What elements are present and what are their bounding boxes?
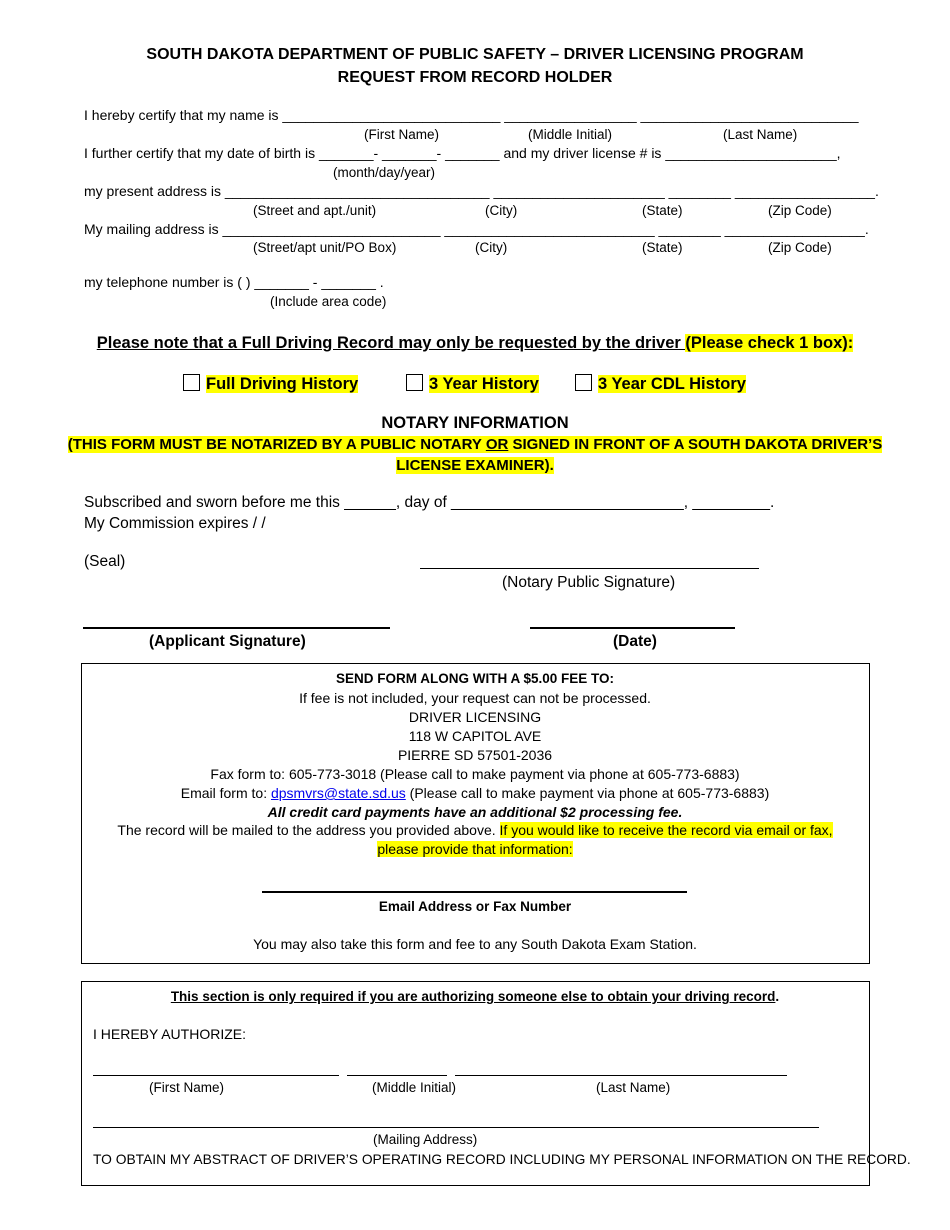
mailing-address-line[interactable]: My mailing address is ____________________________ ___________________________ ________ __________________. <box>84 221 869 237</box>
present-address-line[interactable]: my present address is __________________________________ ______________________ ________ __________________. <box>84 183 879 199</box>
option-full-driving-history-label: Full Driving History <box>206 375 359 393</box>
address-line-1: DRIVER LICENSING <box>408 709 542 725</box>
checkbox-3-year-cdl-history[interactable] <box>575 374 592 391</box>
auth-middle-initial-line[interactable] <box>347 1075 447 1076</box>
applicant-signature-line[interactable] <box>83 627 390 629</box>
phone-line[interactable]: my telephone number is ( ) _______ - _______ . <box>84 274 384 290</box>
first-name-label: (First Name) <box>364 127 439 142</box>
auth-first-name-label: (First Name) <box>149 1080 224 1095</box>
auth-middle-initial-label: (Middle Initial) <box>372 1080 457 1095</box>
option-3-year-cdl-history[interactable] <box>575 374 746 394</box>
auth-mailing-address-label: (Mailing Address) <box>373 1132 478 1147</box>
sworn-line[interactable]: Subscribed and sworn before me this ______, day of ___________________________, _________. <box>84 494 775 511</box>
form-title: SOUTH DAKOTA DEPARTMENT OF PUBLIC SAFETY – DRIVER LICENSING PROGRAM <box>146 46 804 63</box>
address-line-2: 118 W CAPITOL AVE <box>408 728 542 744</box>
notary-title: NOTARY INFORMATION <box>381 414 569 432</box>
notary-signature-line[interactable] <box>420 568 759 569</box>
dob-license-line[interactable]: I further certify that my date of birth is _______- _______- _______ and my driver license # is ______________________, <box>84 145 841 161</box>
mailing-zip-label: (Zip Code) <box>768 240 832 255</box>
commission-line[interactable]: My Commission expires / / <box>84 515 266 532</box>
exam-station-note: You may also take this form and fee to any South Dakota Exam Station. <box>253 936 697 952</box>
authorize-label: I HEREBY AUTHORIZE: <box>93 1026 246 1042</box>
send-title: SEND FORM ALONG WITH A $5.00 FEE TO: <box>335 671 615 686</box>
applicant-signature-label: (Applicant Signature) <box>149 633 306 650</box>
option-full-driving-history[interactable] <box>183 374 358 394</box>
fee-note: If fee is not included, your request can not be processed. <box>299 690 651 706</box>
present-street-label: (Street and apt./unit) <box>253 203 377 218</box>
notice-highlight: (Please check 1 box): <box>685 334 854 352</box>
notary-warning-line2: LICENSE EXAMINER). <box>396 457 554 474</box>
notice-text: Please note that a Full Driving Record may only be requested by the driver <box>96 334 686 352</box>
mailing-street-label: (Street/apt unit/PO Box) <box>253 240 397 255</box>
date-line[interactable] <box>530 627 735 629</box>
mailing-state-label: (State) <box>642 240 683 255</box>
full-record-notice <box>0 334 950 353</box>
email-link[interactable]: dpsmvrs@state.sd.us <box>270 785 406 801</box>
option-3-year-history[interactable] <box>406 374 539 394</box>
seal-label: (Seal) <box>84 553 126 570</box>
authorization-title: This section is only required if you are authorizing someone else to obtain your driving record. <box>170 989 780 1004</box>
checkbox-full-driving-history[interactable] <box>183 374 200 391</box>
middle-initial-label: (Middle Initial) <box>528 127 613 142</box>
auth-first-name-line[interactable] <box>93 1075 339 1076</box>
email-info: Email form to: dpsmvrs@state.sd.us (Please call to make payment via phone at 605-773-6883) <box>180 785 770 801</box>
present-city-label: (City) <box>485 203 518 218</box>
option-3-year-cdl-history-label: 3 Year CDL History <box>598 375 746 393</box>
present-zip-label: (Zip Code) <box>768 203 832 218</box>
checkbox-3-year-history[interactable] <box>406 374 423 391</box>
mail-note: The record will be mailed to the address you provided above. If you would like to receive the record via email or fax, <box>117 822 833 838</box>
option-3-year-history-label: 3 Year History <box>429 375 539 393</box>
date-label: (Date) <box>613 633 657 650</box>
auth-mailing-address-line[interactable] <box>93 1127 819 1128</box>
authorization-statement: TO OBTAIN MY ABSTRACT OF DRIVER’S OPERATING RECORD INCLUDING MY PERSONAL INFORMATION ON THE RECORD. <box>93 1152 911 1167</box>
mail-note-line2: please provide that information: <box>377 841 573 857</box>
form-subtitle: REQUEST FROM RECORD HOLDER <box>337 69 613 86</box>
email-fax-label: Email Address or Fax Number <box>378 899 572 914</box>
mailing-city-label: (City) <box>475 240 508 255</box>
last-name-label: (Last Name) <box>723 127 798 142</box>
phone-hint-label: (Include area code) <box>270 294 387 309</box>
notary-signature-label: (Notary Public Signature) <box>502 574 676 591</box>
name-line[interactable]: I hereby certify that my name is ____________________________ _________________ ____________________________ <box>84 107 859 123</box>
notary-warning: (THIS FORM MUST BE NOTARIZED BY A PUBLIC NOTARY OR SIGNED IN FRONT OF A SOUTH DAKOTA DRIVER’S <box>67 436 883 453</box>
dob-format-label: (month/day/year) <box>333 165 436 180</box>
email-fax-input-line[interactable] <box>262 891 687 893</box>
fax-info: Fax form to: 605-773-3018 (Please call to make payment via phone at 605-773-6883) <box>210 766 740 782</box>
credit-card-fee-note: All credit card payments have an additional $2 processing fee. <box>267 804 683 820</box>
auth-last-name-line[interactable] <box>455 1075 787 1076</box>
address-line-3: PIERRE SD 57501-2036 <box>397 747 553 763</box>
auth-last-name-label: (Last Name) <box>596 1080 671 1095</box>
present-state-label: (State) <box>642 203 683 218</box>
